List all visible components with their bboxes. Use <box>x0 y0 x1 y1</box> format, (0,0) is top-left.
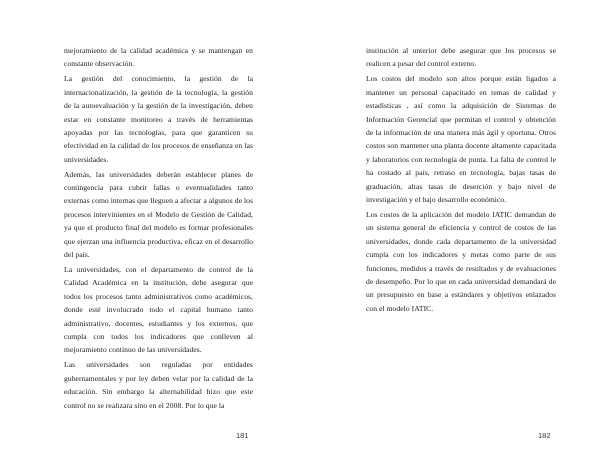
page-number: 182 <box>538 431 551 440</box>
right-text-column <box>366 44 556 317</box>
paragraph: Las universidades son reguladas por entidades gubernamentales y por ley deben velar por la calidad de la educación. Sin embargo la alternabilidad hizo que este control no se realizara sino en el 2008. Por lo que la <box>64 360 253 410</box>
paragraph: institución al unterior debe asegurar que los procesos se realicen a pesar del control externo. <box>366 46 556 69</box>
paragraph: mejoramiento de la calidad académica y se mantengan en constante observación. <box>64 46 253 69</box>
paragraph: La universidades, con el departamento de control de la Calidad Académica en la institución, debe asegurar que todos los procesos tanto administrativos como académicos, donde esté involucrado todo el capital humano tanto administrativo, docentes, estudiantes y los externos, que cumpla con todos los indicadores que conlleven al mejoramiento continuo de las universidades. <box>64 265 253 355</box>
paragraph: La gestión del conocimiento, la gestión de la internacionalización, la gestión de la tecnología, la gestión de la autoevaluación y la gestión de la investigación, deben estar en constante monitoreo a través de herramientas apoyadas por las tecnologías, para que garanticen su efectividad en la calidad de los procesos de enseñanza en las universidades. <box>64 74 253 164</box>
right-page <box>300 0 600 473</box>
paragraph: Los costos del modelo son altos porque están ligados a mantener un personal capacitado en temas de calidad y estadísticas , así como la adquisición de Sistemas de Información Gerencial que permitan el control y obtención de la información de una manera más ágil y oportuna. Otros costos son mantener una planta docente altamente capacitada y laboratorios con tecnología de punta. La falta de control le ha costado al país, retraso en tecnología, bajas tasas de graduación, altas tasas de deserción y bajo nivel de investigación y el bajo desarrollo económico. <box>366 74 556 204</box>
paragraph: Además, las universidades deberán establecer planes de contingencia para cubrir fallas o eventualidades tanto externas como internas que lleguen a afectar a algunos de los procesos intervinientes en el Modelo de Gestión de Calidad, ya que el producto final del modelo es formar profesionales que ejerzan una influencia productiva, eficaz en el desarrollo del país. <box>64 169 253 260</box>
paragraph: Los costos de la aplicación del modelo IATIC demandan de un sistema general de eficiencia y control de costos de las universidades, donde cada departamento de la universidad cumpla con los indicadores y metas como parte de sus funciones, medidos a través de resultados y de evaluaciones de desempeño. Por lo que en cada universidad demandará de un presupuesto en base a estándares y objetivos enlazados con el modelo IATIC. <box>366 209 556 313</box>
left-text-column <box>64 44 253 413</box>
page-number: 181 <box>236 431 249 440</box>
